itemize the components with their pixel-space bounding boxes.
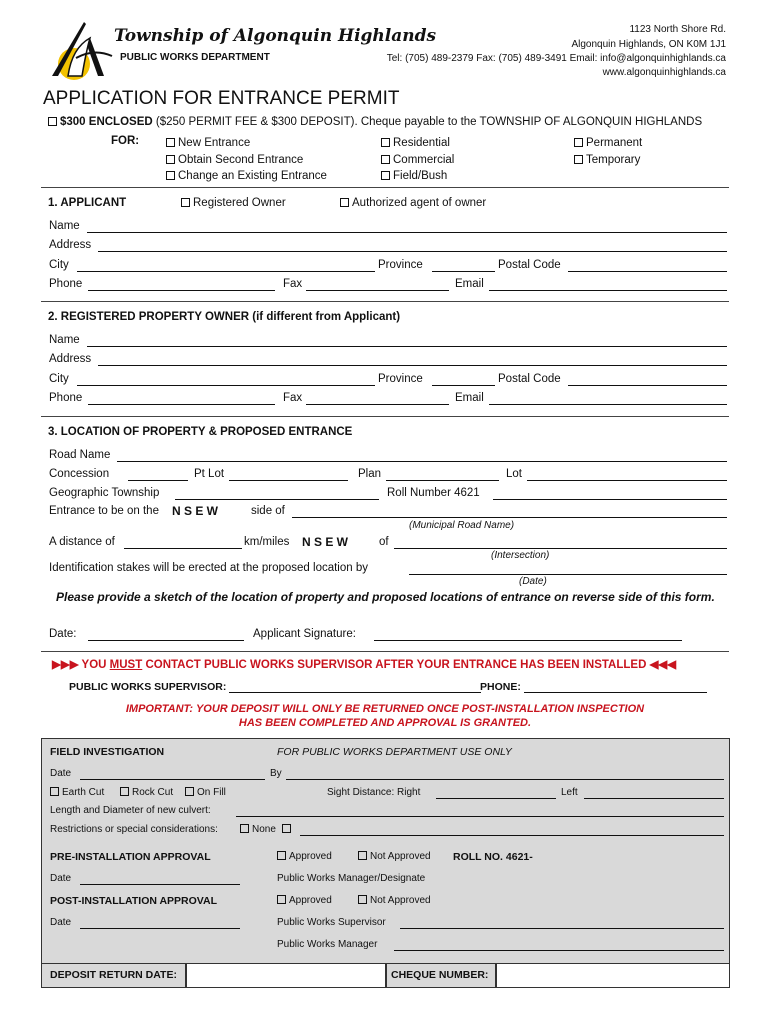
distance-of-label: A distance of (49, 536, 115, 548)
restrictions-field[interactable] (300, 835, 724, 836)
restrictions-label: Restrictions or special considerations: (50, 824, 218, 835)
divider (41, 301, 729, 302)
roll-no-label: ROLL NO. 4621- (453, 851, 533, 863)
pw-manager-field[interactable] (394, 950, 724, 951)
owner-address-field[interactable] (98, 365, 727, 366)
option-label: Permanent (586, 137, 643, 149)
owner-email-field[interactable] (489, 404, 727, 405)
important-line-2: HAS BEEN COMPLETED AND APPROVAL IS GRANTED. (238, 717, 532, 729)
checkbox[interactable] (574, 138, 583, 147)
pre-install-heading: PRE-INSTALLATION APPROVAL (50, 851, 211, 863)
geo-township-label: Geographic Township (49, 487, 160, 499)
owner-city-field[interactable] (77, 385, 375, 386)
applicant-email-label: Email (455, 278, 484, 290)
owner-province-label: Province (378, 373, 423, 385)
pre-approved-option[interactable] (277, 851, 332, 862)
checkbox[interactable] (166, 171, 175, 180)
cheque-number-field[interactable] (496, 963, 730, 988)
checkbox[interactable] (381, 138, 390, 147)
for-col-1 (166, 135, 327, 185)
owner-name-label: Name (49, 334, 80, 346)
notice-must: MUST (109, 659, 143, 671)
for-label: FOR: (111, 135, 140, 147)
intersection-field[interactable] (394, 548, 727, 549)
notice-text: YOU (81, 659, 110, 671)
fee-checkbox[interactable] (48, 117, 57, 126)
option-label: Approved (289, 851, 332, 862)
owner-fax-field[interactable] (306, 404, 449, 405)
checkbox[interactable] (166, 155, 175, 164)
applicant-address-label: Address (49, 239, 92, 251)
applicant-city-label: City (49, 259, 69, 271)
applicant-fax-label: Fax (283, 278, 303, 290)
website[interactable]: www.algonquinhighlands.ca (602, 67, 726, 78)
applicant-name-label: Name (49, 220, 80, 232)
road-name-field[interactable] (117, 461, 727, 462)
important-line-1: IMPORTANT: YOUR DEPOSIT WILL ONLY BE RETURNED ONCE POST-INSTALLATION INSPECTION (125, 703, 645, 715)
applicant-postal-field[interactable] (568, 271, 727, 272)
fi-date-label: Date (50, 768, 72, 779)
owner-postal-field[interactable] (568, 385, 727, 386)
sketch-note: Please provide a sketch of the location of property and proposed locations of entrance on reverse side of this form. (56, 590, 715, 604)
owner-phone-label: Phone (49, 392, 83, 404)
applicant-province-label: Province (378, 259, 423, 271)
cheque-number-label: CHEQUE NUMBER: (391, 969, 489, 981)
checkbox[interactable] (358, 895, 367, 904)
geo-township-field[interactable] (175, 499, 379, 500)
checkbox[interactable] (120, 787, 129, 796)
option-label: Temporary (586, 153, 641, 166)
restrictions-none-option[interactable] (240, 824, 294, 835)
distance-nsew[interactable]: N S E W (302, 535, 349, 549)
post-not-approved-option[interactable] (358, 895, 431, 906)
fee-enclosed: $300 ENCLOSED (60, 116, 153, 128)
applicant-city-field[interactable] (77, 271, 375, 272)
fi-date-field[interactable] (80, 779, 265, 780)
option-label: Registered Owner (193, 197, 286, 209)
pt-lot-label: Pt Lot (194, 468, 225, 480)
deposit-return-label: DEPOSIT RETURN DATE: (50, 969, 177, 981)
option-label: None (252, 824, 276, 835)
contact-notice (52, 657, 676, 671)
supervisor-phone-field[interactable] (524, 692, 707, 693)
fi-by-label: By (270, 768, 282, 779)
department-name: PUBLIC WORKS DEPARTMENT (120, 52, 270, 63)
rock-cut-option[interactable] (120, 787, 173, 798)
option-temporary[interactable] (574, 152, 642, 169)
roll-number-field[interactable] (493, 499, 727, 500)
pre-date-label: Date (50, 873, 72, 884)
owner-name-field[interactable] (87, 346, 727, 347)
field-investigation-heading: FIELD INVESTIGATION (50, 746, 165, 758)
option-label: Commercial (393, 153, 455, 166)
sight-right-field[interactable] (436, 798, 556, 799)
checkbox[interactable] (185, 787, 194, 796)
township-logo (46, 18, 116, 80)
arrows-left-icon: ▶▶▶ (52, 659, 79, 671)
checkbox[interactable] (358, 851, 367, 860)
org-name: Township of Algonquin Highlands (114, 26, 437, 46)
applicant-fax-field[interactable] (306, 290, 449, 291)
option-permanent[interactable] (574, 135, 642, 152)
of-label: of (379, 536, 389, 548)
option-label: Obtain Second Entrance (178, 153, 304, 166)
signature-date-field[interactable] (88, 640, 244, 641)
pw-supervisor-label: Public Works Supervisor (277, 917, 386, 928)
option-label: Authorized agent of owner (352, 197, 487, 209)
option-new-entrance[interactable] (166, 135, 327, 152)
address-line-1: 1123 North Shore Rd. (629, 24, 726, 35)
municipal-road-field[interactable] (292, 517, 727, 518)
km-miles-label: km/miles (244, 536, 290, 548)
side-of-label: side of (251, 505, 285, 517)
applicant-signature-label: Applicant Signature: (253, 628, 356, 640)
checkbox[interactable] (282, 824, 291, 833)
entrance-to-label: Entrance to be on the (49, 505, 159, 517)
contact-line: Tel: (705) 489-2379 Fax: (705) 489-3491 Email: info@algonquinhighlands.ca (386, 53, 726, 64)
supervisor-field[interactable] (229, 692, 481, 693)
pt-lot-field[interactable] (229, 480, 348, 481)
pre-date-field[interactable] (80, 884, 240, 885)
earth-cut-option[interactable] (50, 787, 104, 798)
municipal-road-caption: (Municipal Road Name) (409, 520, 515, 531)
signature-date-label: Date: (49, 628, 77, 640)
checkbox[interactable] (381, 155, 390, 164)
owner-email-label: Email (455, 392, 484, 404)
post-install-heading: POST-INSTALLATION APPROVAL (50, 895, 218, 907)
lot-field[interactable] (527, 480, 727, 481)
applicant-heading: 1. APPLICANT (48, 197, 127, 209)
option-label: Not Approved (370, 851, 431, 862)
fi-by-field[interactable] (286, 779, 724, 780)
location-heading: 3. LOCATION OF PROPERTY & PROPOSED ENTRANCE (48, 426, 353, 438)
post-date-field[interactable] (80, 928, 240, 929)
checkbox[interactable] (340, 198, 349, 207)
owner-province-field[interactable] (432, 385, 495, 386)
culvert-field[interactable] (236, 816, 724, 817)
stakes-label: Identification stakes will be erected at the proposed location by (49, 562, 368, 574)
on-fill-option[interactable] (185, 787, 226, 798)
option-residential[interactable] (381, 135, 454, 152)
notice-text: CONTACT PUBLIC WORKS SUPERVISOR AFTER YOUR ENTRANCE HAS BEEN INSTALLED (142, 659, 647, 671)
plan-label: Plan (358, 468, 382, 480)
supervisor-phone-label: PHONE: (480, 681, 521, 693)
culvert-label: Length and Diameter of new culvert: (50, 805, 211, 816)
fee-detail: ($250 PERMIT FEE & $300 DEPOSIT). Cheque payable to the TOWNSHIP OF ALGONQUIN HIGHLANDS (155, 116, 703, 128)
address-line-2: Algonquin Highlands, ON K0M 1J1 (571, 39, 726, 50)
sight-left-field[interactable] (584, 798, 724, 799)
form-title: APPLICATION FOR ENTRANCE PERMIT (43, 88, 400, 109)
option-commercial[interactable] (381, 152, 454, 169)
owner-heading: 2. REGISTERED PROPERTY OWNER (if different from Applicant) (48, 311, 401, 323)
option-label: Field/Bush (393, 170, 448, 182)
option-label: Rock Cut (132, 787, 174, 798)
plan-field[interactable] (386, 480, 499, 481)
fee-row (48, 116, 702, 128)
option-label: Change an Existing Entrance (178, 170, 327, 182)
arrows-right-icon: ◀◀◀ (649, 659, 677, 671)
divider (41, 416, 729, 417)
option-second-entrance[interactable] (166, 152, 327, 169)
concession-label: Concession (49, 468, 110, 480)
option-label: Approved (289, 895, 332, 906)
road-name-label: Road Name (49, 449, 111, 461)
for-col-2 (381, 135, 454, 185)
for-col-3 (574, 135, 642, 168)
option-label: Earth Cut (62, 787, 105, 798)
post-date-label: Date (50, 917, 72, 928)
sight-left-label: Left (561, 787, 578, 798)
option-label: On Fill (197, 787, 226, 798)
applicant-phone-label: Phone (49, 278, 83, 290)
checkbox[interactable] (166, 138, 175, 147)
entrance-nsew[interactable]: N S E W (172, 504, 219, 518)
applicant-email-field[interactable] (489, 290, 727, 291)
applicant-province-field[interactable] (432, 271, 495, 272)
divider (41, 651, 729, 652)
date-caption: (Date) (519, 576, 547, 587)
checkbox[interactable] (277, 895, 286, 904)
pwm-designate-label: Public Works Manager/Designate (277, 873, 426, 884)
checkbox[interactable] (50, 787, 59, 796)
pw-manager-label: Public Works Manager (277, 939, 378, 950)
checkbox[interactable] (574, 155, 583, 164)
pw-supervisor-field[interactable] (400, 928, 724, 929)
owner-city-label: City (49, 373, 69, 385)
option-change-entrance[interactable] (166, 168, 327, 185)
applicant-name-field[interactable] (87, 232, 727, 233)
lot-label: Lot (506, 468, 522, 480)
checkbox[interactable] (277, 851, 286, 860)
owner-address-label: Address (49, 353, 92, 365)
applicant-phone-field[interactable] (88, 290, 275, 291)
checkbox[interactable] (240, 824, 249, 833)
roll-number-label: Roll Number 4621 (387, 487, 480, 499)
option-field-bush[interactable] (381, 168, 454, 185)
deposit-return-field[interactable] (186, 963, 386, 988)
registered-owner-option[interactable] (181, 197, 286, 209)
applicant-signature-field[interactable] (374, 640, 682, 641)
office-use-caption: FOR PUBLIC WORKS DEPARTMENT USE ONLY (277, 746, 512, 758)
concession-field[interactable] (128, 480, 188, 481)
applicant-postal-label: Postal Code (498, 259, 561, 271)
sight-distance-label: Sight Distance: Right (327, 787, 421, 798)
owner-postal-label: Postal Code (498, 373, 561, 385)
intersection-caption: (Intersection) (491, 550, 550, 561)
supervisor-label: PUBLIC WORKS SUPERVISOR: (69, 681, 227, 693)
authorized-agent-option[interactable] (340, 197, 486, 209)
applicant-address-field[interactable] (98, 251, 727, 252)
option-label: New Entrance (178, 137, 251, 149)
option-label: Not Approved (370, 895, 431, 906)
checkbox[interactable] (181, 198, 190, 207)
divider (41, 187, 729, 188)
distance-field[interactable] (124, 548, 242, 549)
owner-fax-label: Fax (283, 392, 303, 404)
post-approved-option[interactable] (277, 895, 332, 906)
checkbox[interactable] (381, 171, 390, 180)
stakes-date-field[interactable] (409, 574, 727, 575)
pre-not-approved-option[interactable] (358, 851, 431, 862)
option-label: Residential (393, 137, 450, 149)
logo-mark-icon (46, 18, 116, 80)
owner-phone-field[interactable] (88, 404, 275, 405)
